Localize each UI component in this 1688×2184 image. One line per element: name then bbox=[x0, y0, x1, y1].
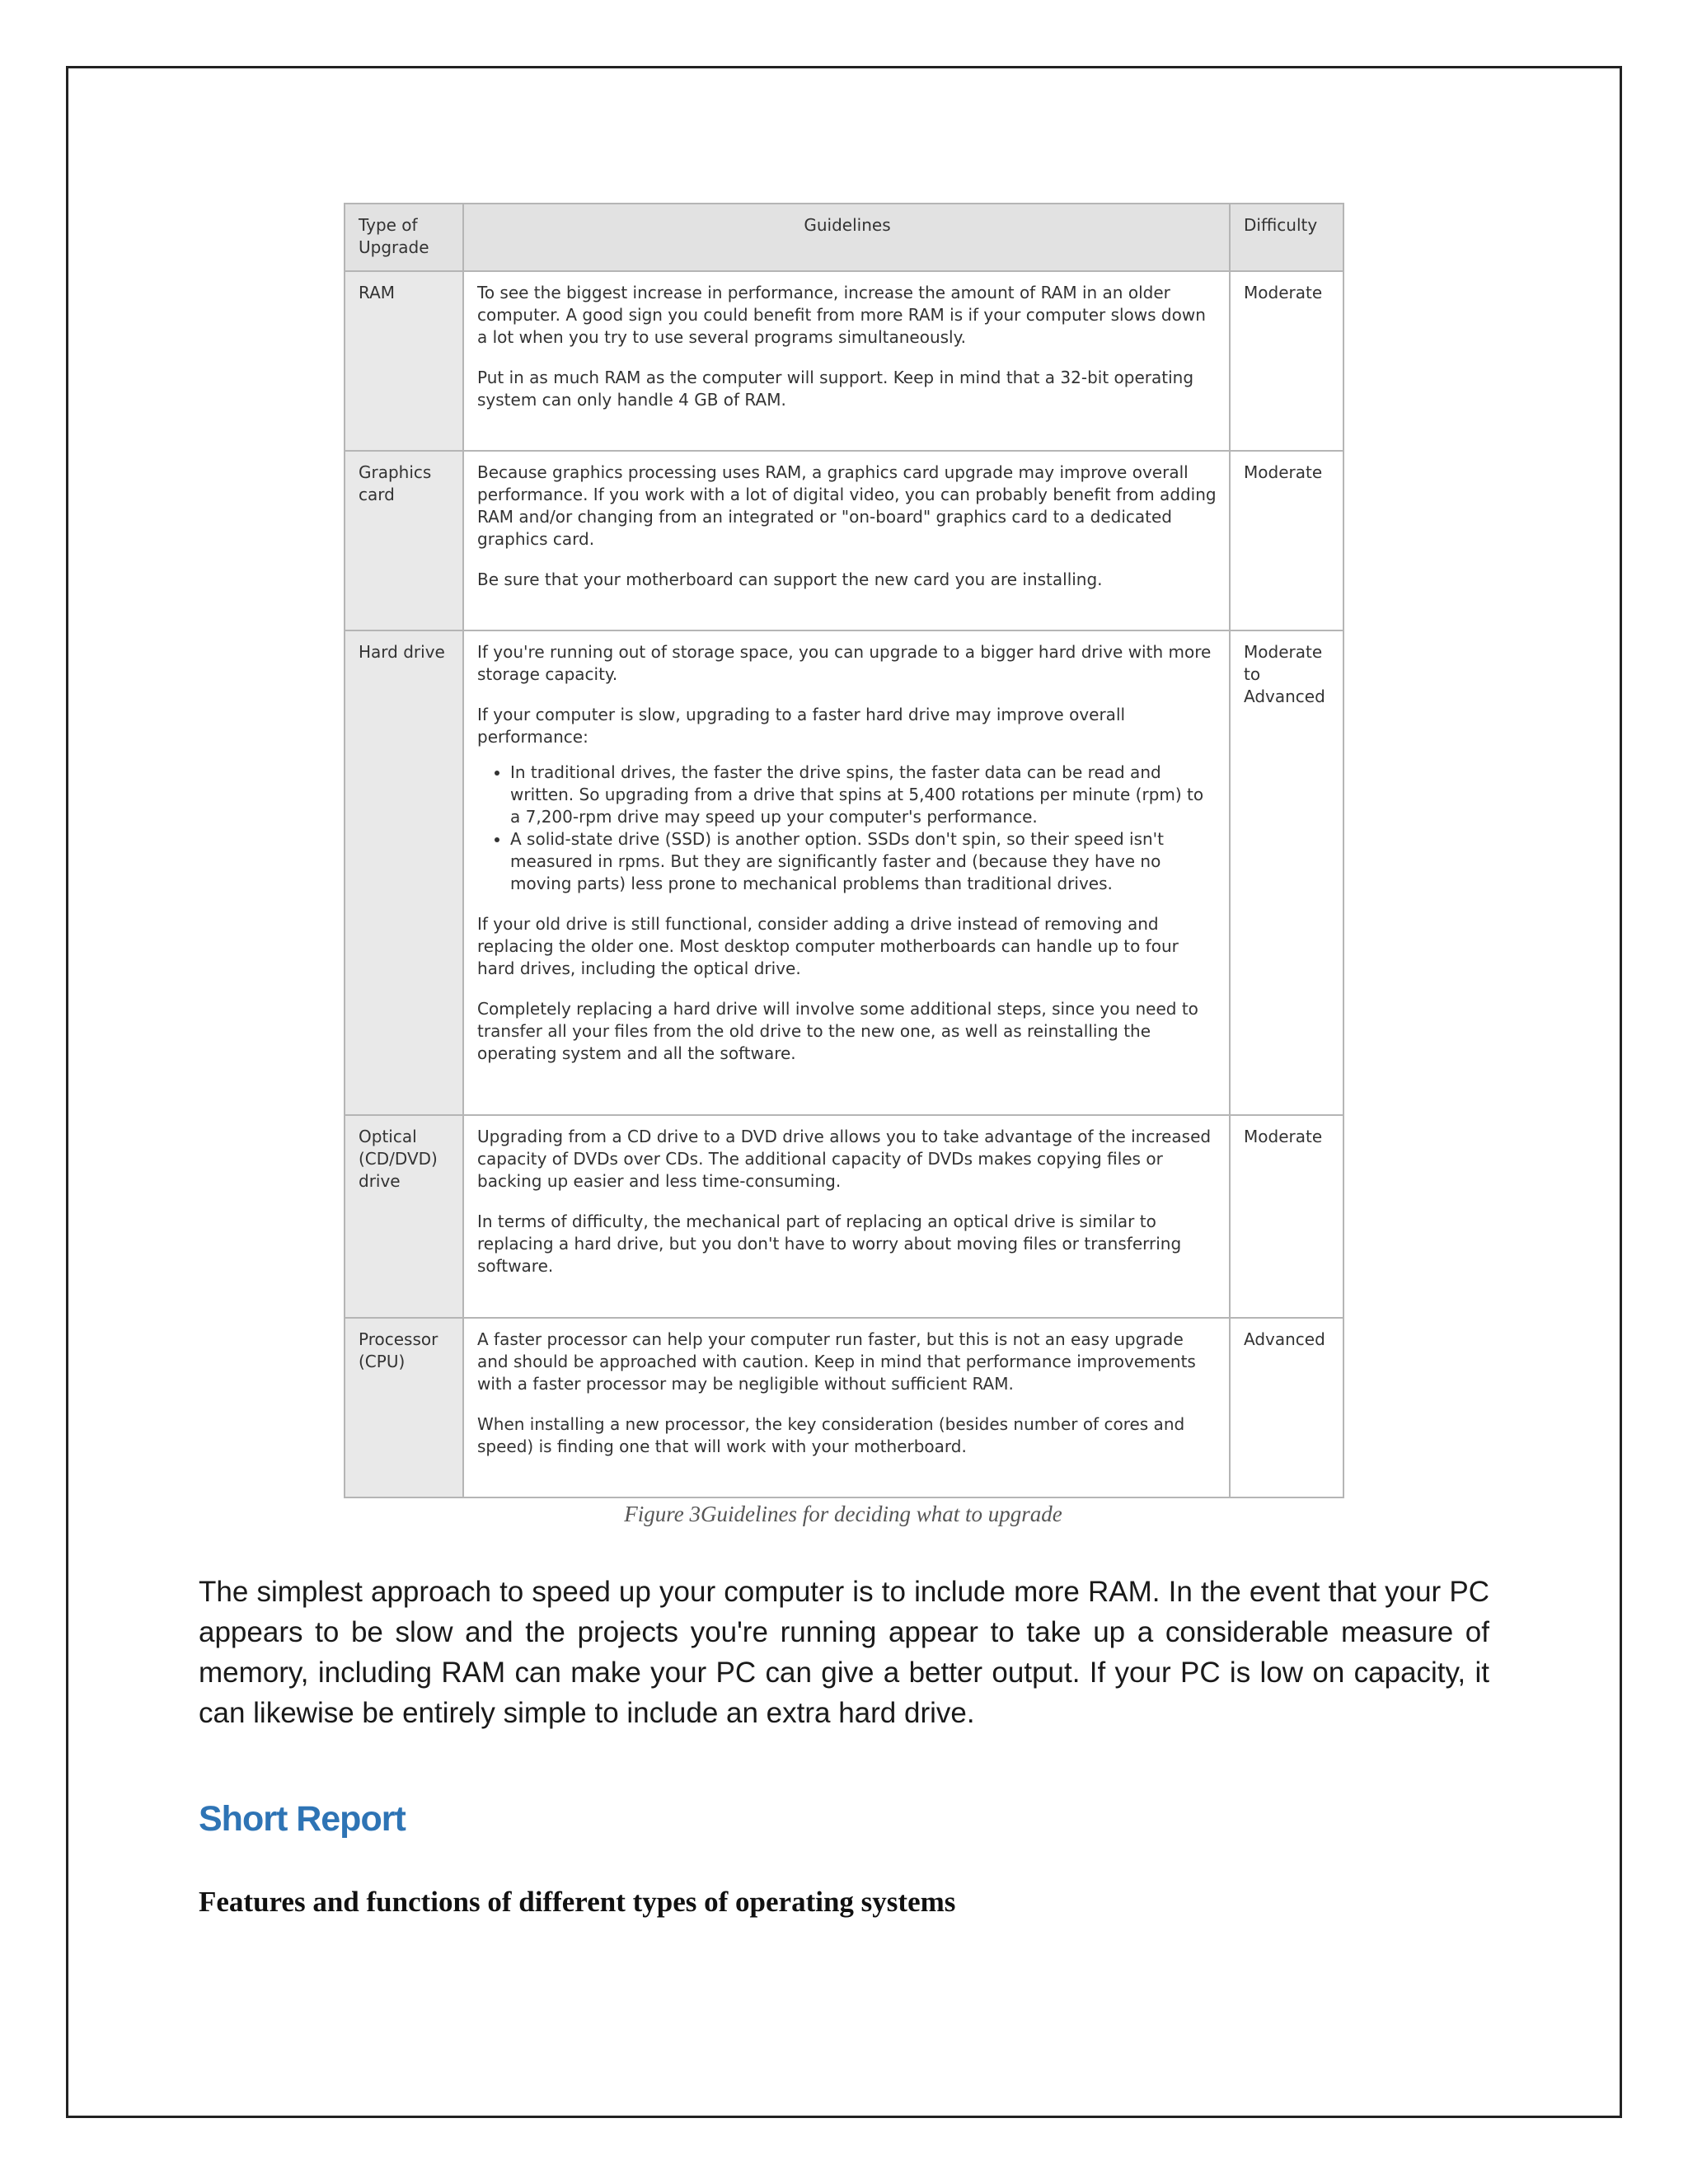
table-row bbox=[345, 271, 1343, 451]
table-row bbox=[345, 1115, 1343, 1318]
guideline-paragraph: If you're running out of storage space, you can upgrade to a bigger hard drive with more storage capacity. bbox=[477, 642, 1212, 684]
guideline-paragraph: If your computer is slow, upgrading to a faster hard drive may improve overall performance: bbox=[477, 705, 1126, 747]
guideline-paragraph: Completely replacing a hard drive will involve some additional steps, since you need to transfer all your files from the old drive to the new one, as well as reinstalling the operating system and all the software. bbox=[477, 999, 1198, 1063]
guideline-cell bbox=[463, 451, 1230, 630]
upgrade-type: RAM bbox=[345, 271, 463, 451]
table-row bbox=[345, 630, 1343, 1115]
section-heading: Short Report bbox=[199, 1799, 406, 1839]
difficulty-value: Moderate bbox=[1230, 1115, 1343, 1318]
guideline-cell bbox=[463, 271, 1230, 451]
guideline-bullet-list bbox=[477, 762, 1217, 895]
guideline-bullet: • In traditional drives, the faster the drive spins, the faster data can be read and written. So upgrading from a drive that spins at 5,400 rotations per minute (rpm) to a 7,200-rpm drive may speed up your computer's performance. bbox=[510, 762, 1217, 828]
upgrade-type: Processor (CPU) bbox=[345, 1318, 463, 1497]
table-row bbox=[345, 451, 1343, 630]
difficulty-value: Moderate bbox=[1230, 271, 1343, 451]
difficulty-value: Moderate to Advanced bbox=[1230, 630, 1343, 1115]
upgrade-type: Optical (CD/DVD) drive bbox=[345, 1115, 463, 1318]
guideline-paragraph: Be sure that your motherboard can support the new card you are installing. bbox=[477, 569, 1103, 589]
guideline-paragraph: To see the biggest increase in performance, increase the amount of RAM in an older computer. A good sign you could benefit from more RAM is if your computer slows down a lot when you try to use several programs simultaneously. bbox=[477, 283, 1206, 347]
header-guidelines: Guidelines bbox=[463, 204, 1230, 271]
header-difficulty: Difficulty bbox=[1230, 204, 1343, 271]
guideline-paragraph: When installing a new processor, the key consideration (besides number of cores and speed) is finding one that will work with your motherboard. bbox=[477, 1414, 1185, 1456]
guideline-paragraph: Put in as much RAM as the computer will support. Keep in mind that a 32-bit operating system can only handle 4 GB of RAM. bbox=[477, 368, 1194, 410]
guideline-paragraph: Upgrading from a CD drive to a DVD drive allows you to take advantage of the increased capacity of DVDs over CDs. The additional capacity of DVDs makes copying files or backing up easier and less time-consuming. bbox=[477, 1127, 1212, 1191]
body-paragraph: The simplest approach to speed up your computer is to include more RAM. In the event that your PC appears to be slow and the projects you're running appear to take up a considerable measure of memory, including RAM can make your PC can give a better output. If your PC is low on capacity, it can likewise be entirely simple to include an extra hard drive. bbox=[199, 1576, 1489, 1729]
guideline-paragraph: If your old drive is still functional, consider adding a drive instead of removing and replacing the older one. Most desktop computer motherboards can handle up to four hard drives, including the optical drive. bbox=[477, 914, 1179, 978]
guideline-paragraph: A faster processor can help your computer run faster, but this is not an easy upgrade and should be approached with caution. Keep in mind that performance improvements with a faster processor may be negligible without sufficient RAM. bbox=[477, 1329, 1196, 1394]
guideline-cell bbox=[463, 1318, 1230, 1497]
guideline-bullet: • A solid-state drive (SSD) is another option. SSDs don't spin, so their speed isn't measured in rpms. But they are significantly faster and (because they have no moving parts) less prone to mechanical problems than traditional drives. bbox=[510, 828, 1217, 895]
table-header-row bbox=[345, 204, 1343, 271]
difficulty-value: Advanced bbox=[1230, 1318, 1343, 1497]
sub-heading: Features and functions of different types of operating systems bbox=[199, 1886, 956, 1918]
figure-caption: Figure 3Guidelines for deciding what to upgrade bbox=[624, 1502, 1062, 1526]
table-row bbox=[345, 1318, 1343, 1497]
guideline-paragraph: In terms of difficulty, the mechanical part of replacing an optical drive is similar to replacing a hard drive, but you don't have to worry about moving files or transferring software. bbox=[477, 1212, 1182, 1276]
upgrade-type: Graphics card bbox=[345, 451, 463, 630]
guideline-paragraph: Because graphics processing uses RAM, a graphics card upgrade may improve overall performance. If you work with a lot of digital video, you can probably benefit from adding RAM and/or changing from an integrated or "on-board" graphics card to a dedicated graphics card. bbox=[477, 462, 1217, 549]
guideline-cell bbox=[463, 1115, 1230, 1318]
difficulty-value: Moderate bbox=[1230, 451, 1343, 630]
upgrade-type: Hard drive bbox=[345, 630, 463, 1115]
header-type: Type of Upgrade bbox=[345, 204, 463, 271]
guideline-cell bbox=[463, 630, 1230, 1115]
upgrade-guidelines-table bbox=[344, 203, 1344, 1498]
